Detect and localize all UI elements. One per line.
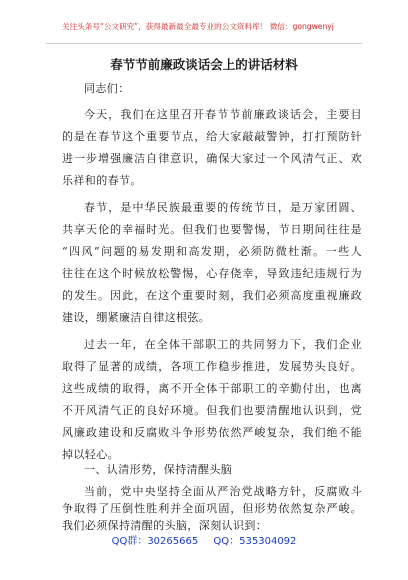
body-line: 往往在这个时候放松警惕，心存侥幸，导致违纪违规行为: [62, 267, 362, 280]
document-title: 春节节前廉政谈话会上的讲话材料: [110, 57, 298, 72]
body-line: 建设，绷紧廉洁自律这根弦。: [62, 311, 211, 324]
body-line: 争取得了压倒性胜利并全面巩固，但形势依然复杂严峻。: [62, 502, 362, 515]
body-line: 当前，党中央坚持全面从严治党战略方针，反腐败斗: [84, 485, 362, 498]
body-line: 过去一年，在全体干部职工的共同努力下，我们企业: [84, 338, 362, 351]
section-heading: 一、认清形势，保持清醒头脑: [84, 463, 233, 476]
body-line: 乐祥和的春节。: [62, 174, 142, 187]
body-line: 的是在春节这个重要节点，给大家敲敲警钟，打打预防针: [62, 130, 362, 143]
qq-number: QQ：535304092: [213, 536, 297, 547]
qq-group-number: QQ群：30265665: [111, 536, 199, 547]
body-line: 风廉政建设和反腐败斗争形势依然严峻复杂，我们绝不能: [62, 426, 362, 439]
body-line: 掉以轻心。: [62, 448, 119, 461]
body-line: 进一步增强廉洁自律意识，确保大家过一个风清气正、欢: [62, 152, 362, 165]
body-line: 我们必须保持清醒的头脑，深刻认识到：: [62, 519, 268, 532]
body-line: 春节，是中华民族最重要的传统节日，是万家团圆、: [84, 201, 362, 214]
body-line: 这些成绩的取得，离不开全体干部职工的辛勤付出，也离: [62, 382, 362, 395]
body-line: 取得了显著的成绩，各项工作稳步推进，发展势头良好。: [62, 360, 362, 373]
body-line: “四风”问题的易发期和高发期，必须防微杜渐。一些人: [62, 245, 362, 258]
body-line: 不开风清气正的良好环境。但我们也要清醒地认识到，党: [62, 404, 362, 417]
salutation: 同志们：: [84, 82, 130, 95]
header-divider: [46, 43, 362, 44]
body-line: 的发生。因此，在这个重要时刻，我们必须高度重视廉政: [62, 289, 362, 302]
contact-footer: [0, 535, 408, 549]
promo-banner: 关注头条号“公文研究”，获得最新最全最专业的公文资料库！ 微信：gongwenyj: [62, 22, 334, 31]
body-line: 今天，我们在这里召开春节节前廉政谈话会，主要目: [84, 108, 362, 121]
body-line: 共享天伦的幸福时光。但我们也要警惕，节日期间往往是: [62, 223, 362, 236]
